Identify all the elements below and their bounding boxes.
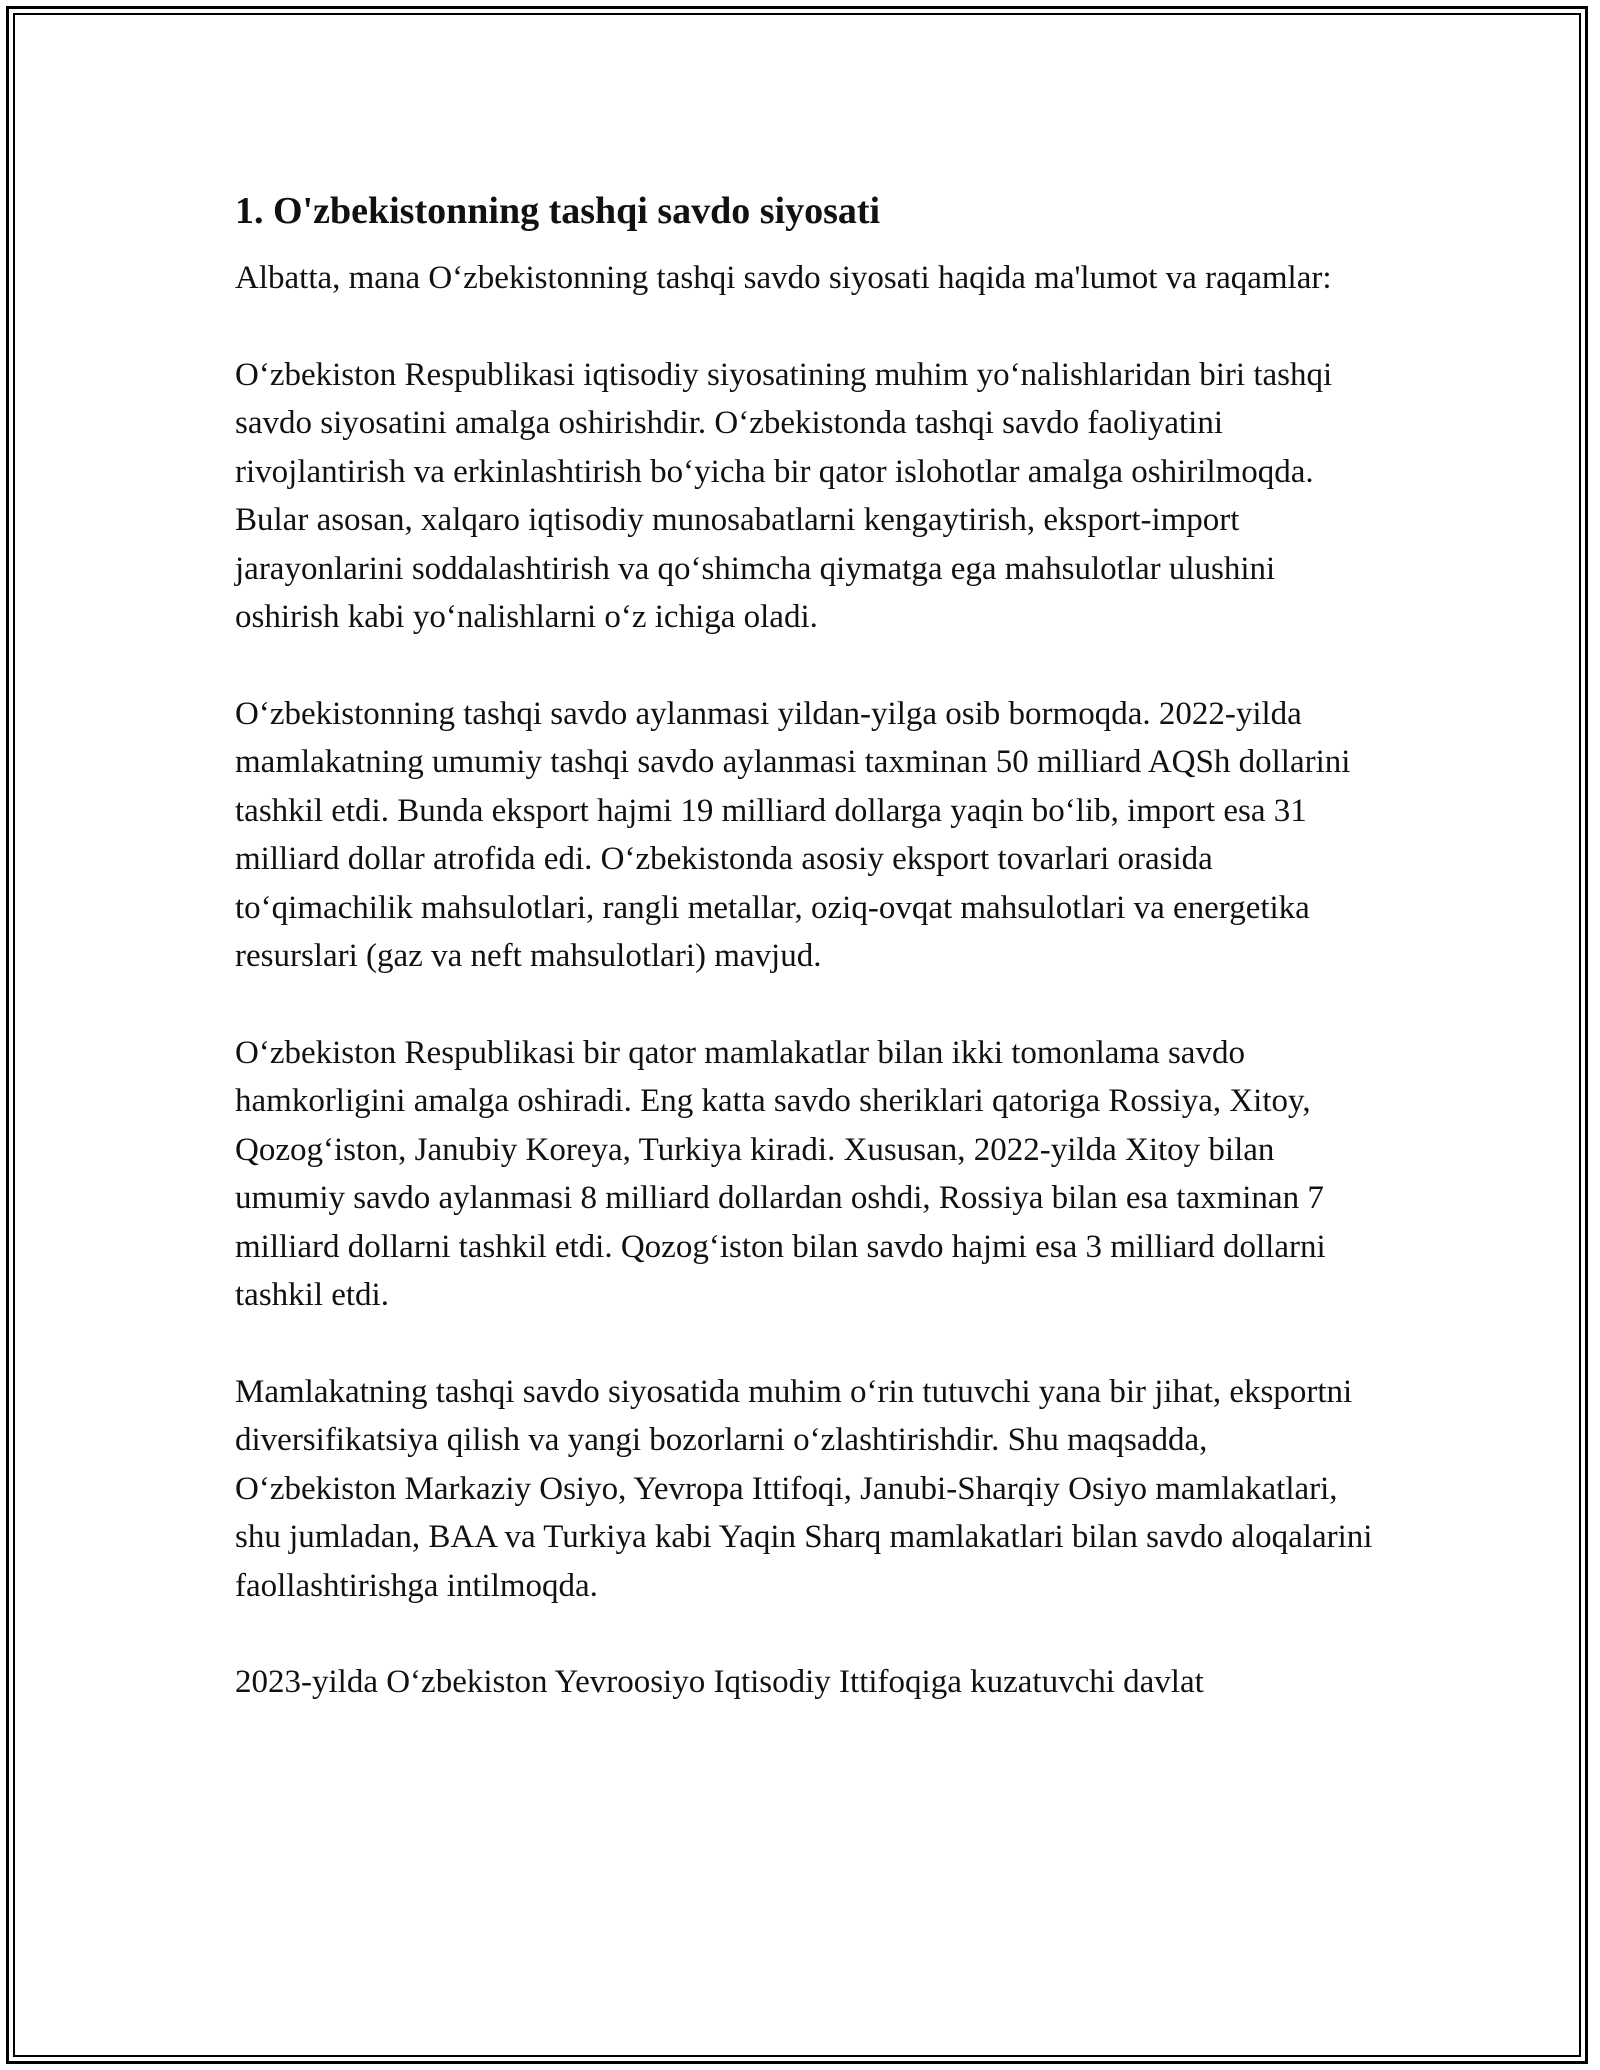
paragraph-intro: Albatta, mana O‘zbekistonning tashqi savdo siyosati haqida ma'lumot va raqamlar: [235,260,1332,296]
paragraph-diversification: Mamlakatning tashqi savdo siyosatida muhim o‘rin tutuvchi yana bir jihat, eksportni diversifikatsiya qilish va yangi bozorlarni o‘zlashtirishdir. Shu maqsadda, O‘zbekiston Markaziy Osiyo, Yevropa Ittifoqi, Janubi-Sharqiy Osiyo mamlakatlari, shu jumladan, BAA va Turkiya kabi Yaqin Sharq mamlakatlari bilan savdo aloqalarini faollashtirishga intilmoqda. [235,1373,1373,1604]
document-body [235,186,1375,1755]
paragraph-eaeu: 2023-yilda O‘zbekiston Yevroosiyo Iqtisodiy Ittifoqiga kuzatuvchi davlat [235,1664,1204,1700]
section-heading: 1. O'zbekistonning tashqi savdo siyosati [235,190,881,232]
paragraph-trade-volume: O‘zbekistonning tashqi savdo aylanmasi yildan-yilga osib bormoqda. 2022-yilda mamlakatning umumiy tashqi savdo aylanmasi taxminan 50 milliard AQSh dollarini tashkil etdi. Bunda eksport hajmi 19 milliard dollarga yaqin bo‘lib, import esa 31 milliard dollar atrofida edi. O‘zbekistonda asosiy eksport tovarlari orasida to‘qimachilik mahsulotlari, rangli metallar, oziq-ovqat mahsulotlari va energetika resurslari (gaz va neft mahsulotlari) mavjud. [235,695,1351,974]
paragraph-partners: O‘zbekiston Respublikasi bir qator mamlakatlar bilan ikki tomonlama savdo hamkorligini amalga oshiradi. Eng katta savdo sheriklari qatoriga Rossiya, Xitoy, Qozog‘iston, Janubiy Koreya, Turkiya kiradi. Xususan, 2022-yilda Xitoy bilan umumiy savdo aylanmasi 8 milliard dollardan oshdi, Rossiya bilan esa taxminan 7 milliard dollarni tashkil etdi. Qozog‘iston bilan savdo hajmi esa 3 milliard dollarni tashkil etdi. [235,1034,1326,1313]
paragraph-policy: O‘zbekiston Respublikasi iqtisodiy siyosatining muhim yo‘nalishlaridan biri tashqi savdo siyosatini amalga oshirishdir. O‘zbekistonda tashqi savdo faoliyatini rivojlantirish va erkinlashtirish bo‘yicha bir qator islohotlar amalga oshirilmoqda. Bular asosan, xalqaro iqtisodiy munosabatlarni kengaytirish, eksport-import jarayonlarini soddalashtirish va qo‘shimcha qiymatga ega mahsulotlar ulushini oshirish kabi yo‘nalishlarni o‘z ichiga oladi. [235,356,1333,635]
